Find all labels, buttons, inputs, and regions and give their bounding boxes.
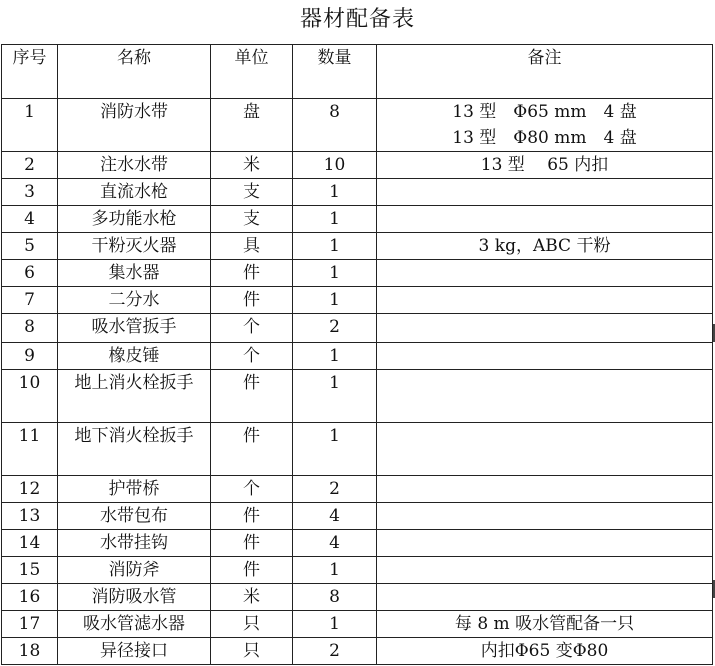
cell-unit: 件 xyxy=(211,557,293,584)
cell-remark xyxy=(377,611,713,638)
table-row xyxy=(2,423,713,476)
table-row xyxy=(2,314,713,343)
cell-no: 1 xyxy=(2,99,58,152)
cell-no: 5 xyxy=(2,233,58,260)
cell-remark xyxy=(377,503,713,530)
cell-unit: 具 xyxy=(211,233,293,260)
cell-remark xyxy=(377,638,713,665)
cell-unit: 个 xyxy=(211,343,293,370)
cell-no: 2 xyxy=(2,152,58,179)
cell-name: 消防水带 xyxy=(58,99,211,152)
cell-no: 7 xyxy=(2,287,58,314)
cell-remark xyxy=(377,530,713,557)
table-row xyxy=(2,152,713,179)
cell-remark xyxy=(377,287,713,314)
table-row xyxy=(2,99,713,152)
header-name: 名称 xyxy=(58,45,211,99)
cell-qty: 1 xyxy=(293,287,377,314)
cell-qty: 1 xyxy=(293,423,377,476)
cell-no: 4 xyxy=(2,206,58,233)
header-remark: 备注 xyxy=(377,45,713,99)
cell-name: 吸水管滤水器 xyxy=(58,611,211,638)
cell-no: 8 xyxy=(2,314,58,343)
table-row xyxy=(2,206,713,233)
cell-qty: 1 xyxy=(293,233,377,260)
cell-unit: 件 xyxy=(211,370,293,423)
cell-qty: 10 xyxy=(293,152,377,179)
cell-name: 橡皮锤 xyxy=(58,343,211,370)
cell-no: 17 xyxy=(2,611,58,638)
table-row xyxy=(2,503,713,530)
cell-name: 多功能水枪 xyxy=(58,206,211,233)
cell-name: 直流水枪 xyxy=(58,179,211,206)
cell-qty: 8 xyxy=(293,584,377,611)
cell-name: 消防吸水管 xyxy=(58,584,211,611)
cell-no: 14 xyxy=(2,530,58,557)
cell-remark xyxy=(377,152,713,179)
page-title: 器材配备表 xyxy=(299,7,415,32)
cell-no: 15 xyxy=(2,557,58,584)
header-qty: 数量 xyxy=(293,45,377,99)
cell-name: 异径接口 xyxy=(58,638,211,665)
cell-no: 10 xyxy=(2,370,58,423)
cell-name: 干粉灭火器 xyxy=(58,233,211,260)
cell-unit: 件 xyxy=(211,423,293,476)
cell-qty: 8 xyxy=(293,99,377,152)
header-no: 序号 xyxy=(2,45,58,99)
table-row xyxy=(2,287,713,314)
cell-qty: 1 xyxy=(293,611,377,638)
table-row xyxy=(2,530,713,557)
cell-qty: 1 xyxy=(293,179,377,206)
table-body xyxy=(2,45,713,665)
cell-unit: 件 xyxy=(211,503,293,530)
cell-unit: 盘 xyxy=(211,99,293,152)
cell-remark xyxy=(377,370,713,423)
cell-unit: 个 xyxy=(211,314,293,343)
cell-name: 地下消火栓扳手 xyxy=(58,423,211,476)
cell-name: 水带挂钩 xyxy=(58,530,211,557)
remark-line: 13 型 65 内扣 xyxy=(480,155,609,175)
cell-qty: 1 xyxy=(293,206,377,233)
header-row xyxy=(2,45,713,99)
table-row xyxy=(2,557,713,584)
cell-unit: 件 xyxy=(211,530,293,557)
cell-remark xyxy=(377,260,713,287)
cell-name: 水带包布 xyxy=(58,503,211,530)
cell-no: 12 xyxy=(2,476,58,503)
cell-remark xyxy=(377,476,713,503)
table-row xyxy=(2,370,713,423)
table-row xyxy=(2,584,713,611)
cell-unit: 个 xyxy=(211,476,293,503)
cell-unit: 件 xyxy=(211,287,293,314)
table-row xyxy=(2,476,713,503)
cell-remark xyxy=(377,206,713,233)
cell-remark xyxy=(377,314,713,343)
cell-name: 二分水 xyxy=(58,287,211,314)
cell-unit: 米 xyxy=(211,152,293,179)
cell-remark xyxy=(377,343,713,370)
header-unit: 单位 xyxy=(211,45,293,99)
cell-no: 13 xyxy=(2,503,58,530)
remark-line: 3 kg，ABC 干粉 xyxy=(478,236,611,256)
cell-qty: 1 xyxy=(293,557,377,584)
cell-name: 消防斧 xyxy=(58,557,211,584)
cell-unit: 支 xyxy=(211,179,293,206)
cell-no: 6 xyxy=(2,260,58,287)
cell-unit: 只 xyxy=(211,611,293,638)
cell-name: 地上消火栓扳手 xyxy=(58,370,211,423)
table-row xyxy=(2,611,713,638)
cell-qty: 1 xyxy=(293,343,377,370)
remark-line: 内扣Φ65 变Φ80 xyxy=(480,641,609,661)
remark-line: 13 型 Φ80 mm 4 盘 xyxy=(452,128,637,148)
table-row xyxy=(2,343,713,370)
cell-qty: 4 xyxy=(293,530,377,557)
remark-line: 每 8 m 吸水管配备一只 xyxy=(454,614,635,634)
cell-remark xyxy=(377,423,713,476)
cell-remark xyxy=(377,233,713,260)
cell-name: 护带桥 xyxy=(58,476,211,503)
equipment-table xyxy=(1,44,713,665)
cell-qty: 4 xyxy=(293,503,377,530)
table-row xyxy=(2,233,713,260)
cell-name: 吸水管扳手 xyxy=(58,314,211,343)
cell-qty: 2 xyxy=(293,476,377,503)
cell-name: 集水器 xyxy=(58,260,211,287)
cell-qty: 2 xyxy=(293,314,377,343)
table-row xyxy=(2,179,713,206)
cell-no: 16 xyxy=(2,584,58,611)
table-row xyxy=(2,638,713,665)
cell-qty: 1 xyxy=(293,260,377,287)
cell-remark xyxy=(377,179,713,206)
cell-unit: 件 xyxy=(211,260,293,287)
cell-unit: 支 xyxy=(211,206,293,233)
remark-line: 13 型 Φ65 mm 4 盘 xyxy=(452,102,637,122)
cell-remark xyxy=(377,584,713,611)
cell-remark xyxy=(377,99,713,152)
cell-qty: 2 xyxy=(293,638,377,665)
cell-name: 注水水带 xyxy=(58,152,211,179)
cell-no: 9 xyxy=(2,343,58,370)
cell-remark xyxy=(377,557,713,584)
cell-qty: 1 xyxy=(293,370,377,423)
cell-no: 18 xyxy=(2,638,58,665)
cell-no: 11 xyxy=(2,423,58,476)
cell-no: 3 xyxy=(2,179,58,206)
table-row xyxy=(2,260,713,287)
cell-unit: 米 xyxy=(211,584,293,611)
cell-unit: 只 xyxy=(211,638,293,665)
